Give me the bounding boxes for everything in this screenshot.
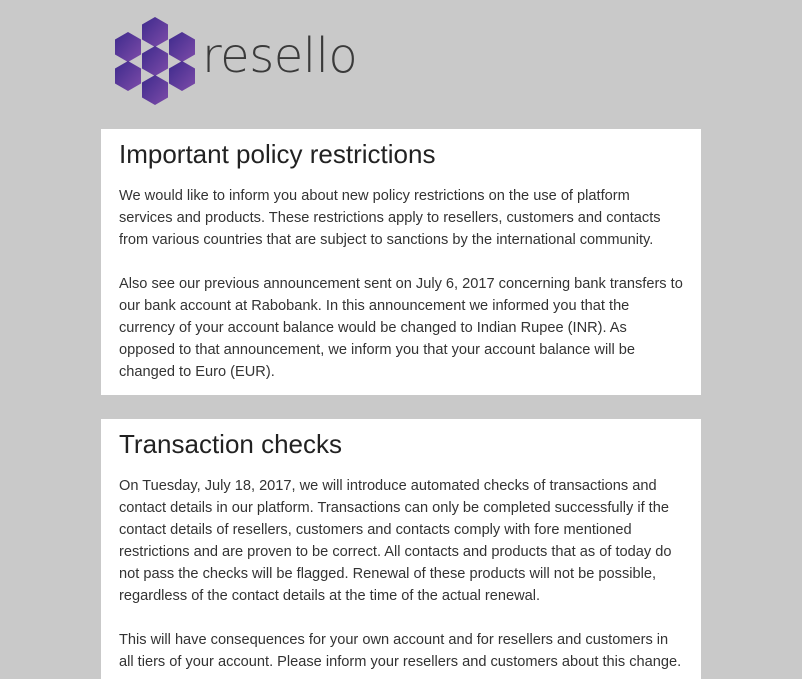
resello-logo <box>112 14 357 108</box>
section-paragraph: Also see our previous announcement sent on July 6, 2017 concerning bank transfers to our bank account at Rabobank. In this announcement we informed you that the currency of your account balance would be changed to Indian Rupee (INR). As opposed to that announcement, we inform you that your account balance will be changed to Euro (EUR). <box>119 276 683 380</box>
section-title: Transaction checks <box>119 429 343 459</box>
section-paragraph: This will have consequences for your own account and for resellers and customers in all tiers of your account. Please inform your resellers and customers about this change. <box>119 632 682 670</box>
brand-wordmark: resello <box>202 28 358 84</box>
resello-hexagon-icon <box>112 15 198 107</box>
section-title: Important policy restrictions <box>119 139 436 169</box>
section-paragraph: We would like to inform you about new policy restrictions on the use of platform services and products. These restrictions apply to resellers, customers and contacts from various countries that are subject to sanctions by the international community. <box>119 188 661 248</box>
policy-restrictions-card <box>101 129 701 395</box>
section-paragraph: On Tuesday, July 18, 2017, we will introduce automated checks of transactions and contact details in our platform. Transactions can only be completed successfully if the contact details of resellers, customers and contacts comply with fore mentioned restrictions and are proven to be correct. All contacts and products that as of today do not pass the checks will be flagged. Renewal of these products will not be possible, regardless of the contact details at the time of the actual renewal. <box>119 478 672 604</box>
transaction-checks-card <box>101 419 701 679</box>
